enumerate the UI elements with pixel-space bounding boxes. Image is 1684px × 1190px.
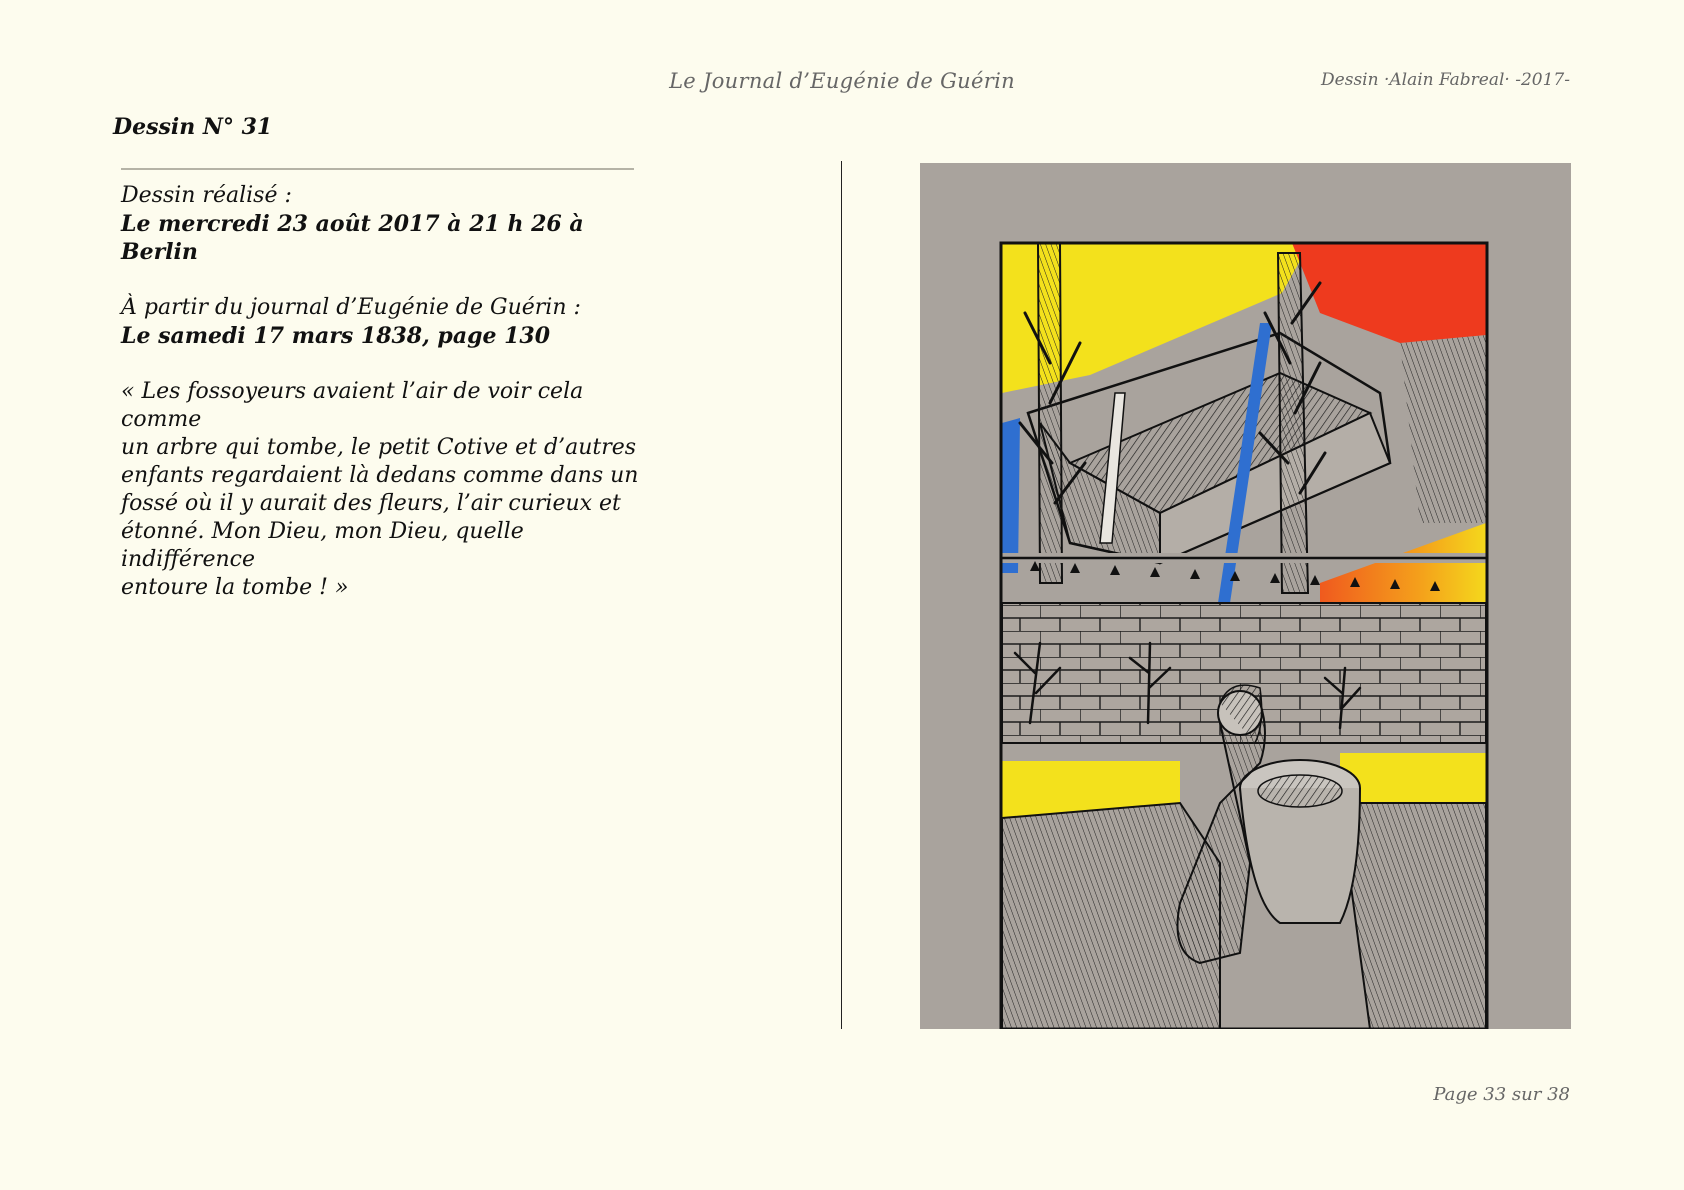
page-number: Page 33 sur 38 [1433, 1084, 1570, 1105]
source-date: Le samedi 17 mars 1838, page 130 [121, 323, 551, 349]
drawing-credit: Dessin ·Alain Fabreal· -2017- [1321, 70, 1570, 90]
running-title: Le Journal d’Eugénie de Guérin [669, 69, 1015, 93]
section-rule [121, 168, 634, 170]
column-divider [841, 161, 842, 1029]
yellow-band-right [1340, 753, 1486, 803]
journal-quote: « Les fossoyeurs avaient l’air de voir cela comme un arbre qui tombe, le petit Cotive et d’autres enfants regardaient là dedans comme dans un fossé où il y aurait des fleurs, l’air curieux et étonné. Mon Dieu, mon Dieu, quelle indifférence entoure la tombe ! » [121, 379, 639, 600]
made-date: Le mercredi 23 août 2017 à 21 h 26 à Berlin [121, 211, 584, 265]
source-label: À partir du journal d’Eugénie de Guérin : [121, 295, 581, 320]
drawing-number: Dessin N° 31 [113, 114, 273, 140]
drawing-notes [121, 182, 641, 602]
drawing-illustration [920, 163, 1571, 1029]
made-label: Dessin réalisé : [121, 183, 292, 208]
drawing-frame [1001, 243, 1487, 1029]
tree-left [1038, 243, 1062, 583]
